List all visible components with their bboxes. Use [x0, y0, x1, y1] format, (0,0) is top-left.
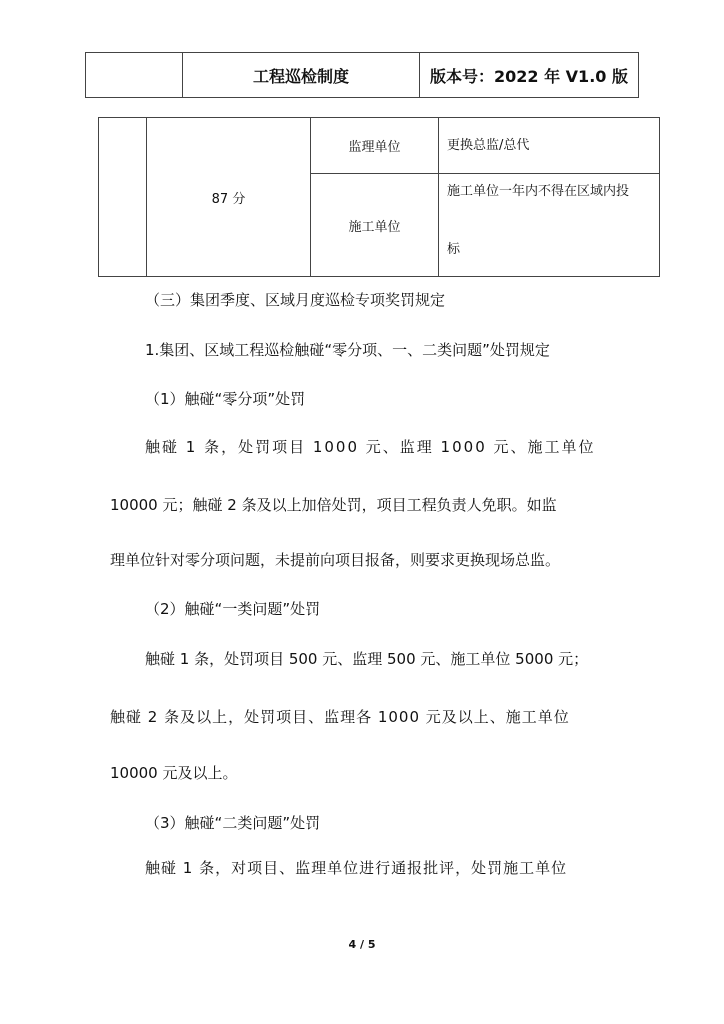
paragraph-line: 10000 元；触碰 2 条及以上加倍处罚，项目工程负责人免职。如监 [110, 496, 557, 514]
section-title: （三）集团季度、区域月度巡检专项奖罚规定 [145, 291, 446, 309]
item1-title: 1.集团、区域工程巡检触碰“零分项、一、二类问题”处罚规定 [145, 341, 550, 359]
sub3-title: （3）触碰“二类问题”处罚 [145, 814, 321, 832]
action-line: 施工单位一年内不得在区域内投 [447, 184, 630, 199]
sub2-title: （2）触碰“一类问题”处罚 [145, 600, 321, 618]
paragraph-line: 理单位针对零分项问题，未提前向项目报备，则要求更换现场总监。 [110, 551, 561, 569]
header-version: 版本号：2022 年 V1.0 版 [430, 66, 628, 86]
paragraph-line: 触碰 2 条及以上，处罚项目、监理各 1000 元及以上、施工单位 [110, 708, 570, 726]
document-header [85, 52, 639, 98]
penalty-table [98, 117, 660, 277]
sub1-title: （1）触碰“零分项”处罚 [145, 390, 306, 408]
action-cell-contractor [439, 174, 660, 277]
header-title: 工程巡检制度 [183, 53, 420, 97]
paragraph-line: 触碰 1 条，处罚项目 1000 元、监理 1000 元、施工单位 [145, 438, 596, 456]
unit-cell-contractor: 施工单位 [311, 174, 439, 277]
paragraph-line: 触碰 1 条，对项目、监理单位进行通报批评，处罚施工单位 [145, 859, 568, 877]
table-row [99, 118, 660, 174]
table-index-cell [99, 118, 147, 277]
header-logo-cell [86, 53, 183, 97]
unit-cell-supervisor: 监理单位 [311, 118, 439, 174]
page-number: 4 / 5 [348, 938, 376, 951]
score-cell: 87 分 [147, 118, 311, 277]
action-cell-supervisor: 更换总监/总代 [439, 118, 660, 174]
action-line: 标 [447, 242, 461, 257]
paragraph-line: 10000 元及以上。 [110, 764, 238, 782]
paragraph-line: 触碰 1 条，处罚项目 500 元、监理 500 元、施工单位 5000 元； [145, 650, 589, 668]
